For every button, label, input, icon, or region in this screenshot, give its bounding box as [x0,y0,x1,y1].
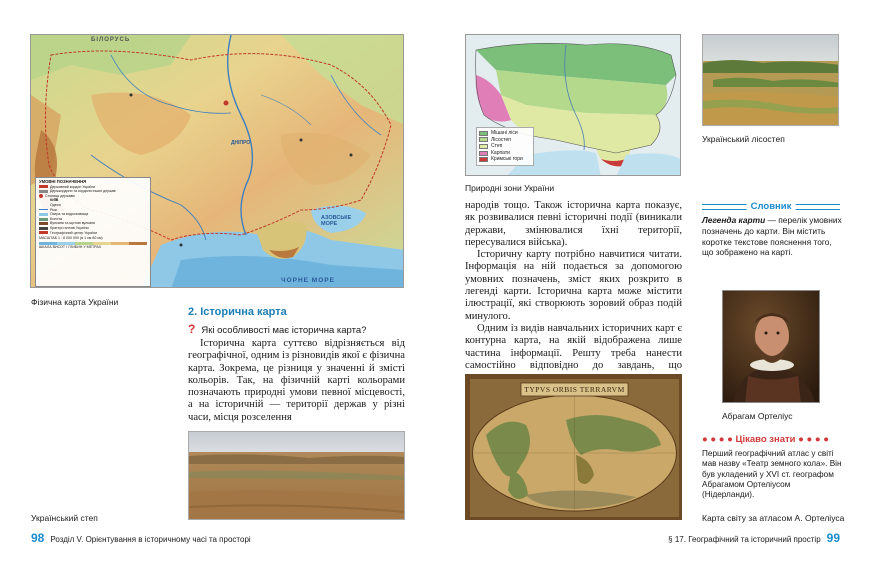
zones-map-caption: Природні зони України [465,183,555,193]
map-label-black-sea: ЧОРНЕ МОРЕ [281,277,335,284]
natural-zones-map [465,34,681,176]
forest-steppe-photo [702,34,839,126]
physical-map-of-ukraine [30,34,404,288]
legend-row: Кратері гаптові України [39,226,147,231]
legend-row: Ріки [39,208,147,213]
zones-swatch [479,157,488,162]
legend-row: Географічний центр України [39,231,147,236]
section-title: 2. Історична карта [188,306,287,318]
left-footer [31,531,251,545]
zones-swatch [479,144,488,149]
right-paragraphs [465,200,682,384]
left-paragraph: Історична карта суттєво відрізняється від географічної, одним із різновидів якої є фізична карта. Зокрема, це різниця у значенні й змісті кольорів. Так, на фізичній карті кольорами позначають природні умови певної місцевості, а на історичній — території держав у різні часи, місця розселення [188,338,405,423]
map-label-azov-sea: АЗОВСЬКЕ МОРЕ [321,215,352,227]
zones-legend-row: Лісостеп [479,137,531,144]
ortelius-world-map [465,374,682,520]
map-label-belarus: БІЛОРУСЬ [91,37,131,43]
zones-legend-row: Степ [479,143,531,150]
page-number-right: 99 [826,531,840,545]
zones-legend-row: Карпати [479,150,531,157]
zones-swatch [479,151,488,156]
question-mark-icon: ? [188,322,196,336]
physical-map-legend [35,177,151,287]
dictionary-header [702,201,840,214]
legend-row: Держкордони та кордони інших держав [39,189,147,194]
dictionary-entry [702,215,842,258]
legend-scale: МАСШТАБ 1 : 8 000 000 (в 1 см 80 км) [39,236,103,241]
page-number-left: 98 [31,531,45,545]
world-map-caption: Карта світу за атласом А. Ортеліуса [702,513,845,523]
zones-legend-row: Мішані ліси [479,130,531,137]
dictionary-header-label: Словник [747,201,796,212]
dictionary-term: Легенда карти [702,215,766,225]
legend-row: Одеса [50,202,61,207]
zones-legend [476,127,534,166]
question-block [188,322,366,336]
interesting-header: ● ● ● ● Цікаво знати ● ● ● ● [702,434,830,445]
ukrainian-steppe-photo [188,431,405,520]
ortelius-portrait [722,290,820,403]
right-paragraph-1: народів тощо. Також історична карта показує, як розвивалися певні історичні події (виникали держави, змінювалися їхні території, пересувалися війська). [465,200,682,248]
right-paragraph-3: Одним із видів навчальних історичних карт є контурна карта, на якій відображена лише частина інформації. Решту треба нанести самостійно відповідно до завдань, що [465,322,682,371]
legend-heights-label: ШКАЛА ВИСОТ І ГЛИБИН У МЕТРАХ [39,244,102,249]
left-running-footer: Розділ V. Орієнтування в історичному часі та просторі [50,535,251,544]
legend-row: Державний кордон України [39,185,147,190]
zones-legend-row: Кримські гори [479,156,531,163]
right-running-footer: § 17. Географічний та історичний простір [668,535,821,544]
zones-swatch [479,131,488,136]
zones-swatch [479,137,488,142]
world-map-title: TYPVS ORBIS TERRARVM [524,385,625,394]
legend-title: УМОВНІ ПОЗНАЧЕННЯ [39,179,87,184]
legend-row: Болота [39,217,147,222]
right-paragraph-2: Історичну карту потрібно навчитися читати. Інформація на ній подається за допомогою умовних позначень, зміст яких розкрито в легенді карти. Історична карта може містити ілюстрації, які створюють зоровий образ подій минулого. [465,249,682,322]
map-label-dnipro: ДНІПРО [231,140,251,146]
legend-row: КИЇВ [50,198,59,203]
legend-row: Столиця держави [39,194,147,199]
physical-map-caption: Фізична карта України [31,297,119,307]
portrait-caption: Абрагам Ортеліус [722,411,793,421]
legend-row: Озера та водосховища [39,212,147,217]
steppe-caption: Український степ [31,513,98,523]
legend-row: Вулкани та щитові вулкани [39,221,147,226]
forest-steppe-caption: Український лісостеп [702,134,785,144]
interesting-text: Перший географічний атлас у світі мав назву «Театр земного кола». Він був укладений у XVI ст. географом Абрагамом Ортеліусом (Нідерланди). [702,449,842,500]
dictionary-definition: — перелік умовних позначень до карти. Він містить коротке текстове пояснення того, що зображено на карті. [702,215,842,258]
right-footer [668,531,840,545]
question-text: Які особливості має історична карта? [201,325,367,336]
